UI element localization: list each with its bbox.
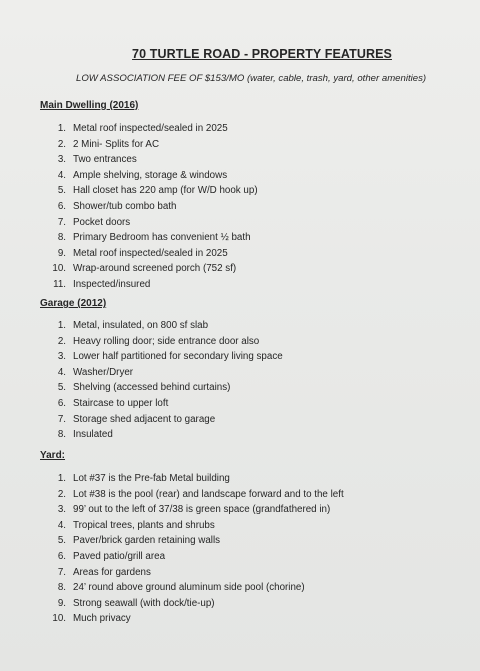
list-item-text: Paved patio/grill area [73,550,166,562]
list-item-text: Shower/tub combo bath [73,200,177,212]
list-item-text: 99’ out to the left of 37/38 is green space (grandfathered in) [73,504,331,516]
list-item-text: 24’ round above ground aluminum side pool (chorine) [73,582,305,594]
list-item-text: Areas for gardens [73,566,151,578]
list-item-number: 10. [52,263,66,275]
list-item-number: 9. [57,597,66,609]
list-item-number: 4. [57,519,66,531]
list-item-number: 4. [57,169,66,181]
list-item-number: 2. [57,488,66,500]
list-item-text: Staircase to upper loft [73,397,169,409]
list-item-text: Heavy rolling door; side entrance door also [73,335,260,347]
list-item-text: Lot #37 is the Pre-fab Metal building [73,473,230,484]
list-item-text: Pocket doors [73,216,131,228]
list-item-text: Lower half partitioned for secondary living space [73,351,283,363]
list-item-text: Metal, insulated, on 800 sf slab [73,320,209,331]
list-item-number: 2. [57,335,66,347]
list-item-text: Metal roof inspected/sealed in 2025 [73,123,228,134]
list-item-text: Two entrances [73,154,137,166]
list-item-number: 5. [57,185,66,197]
list-item-text: Ample shelving, storage & windows [73,169,228,181]
list-item-text: 2 Mini- Splits for AC [73,138,160,150]
section-heading-garage: Garage (2012) [40,298,107,309]
list-item-text: Hall closet has 220 amp (for W/D hook up) [73,185,258,197]
list-item-number: 4. [57,366,66,378]
list-item-text: Paver/brick garden retaining walls [73,535,221,547]
list-item-text: Metal roof inspected/sealed in 2025 [73,247,228,259]
list-item-number: 1. [57,123,66,134]
list-item-number: 8. [57,232,66,244]
list-item-text: Strong seawall (with dock/tie-up) [73,597,215,609]
list-item-number: 5. [57,382,66,394]
list-item-text: Primary Bedroom has convenient ½ bath [73,232,251,244]
list-item-number: 10. [52,613,66,625]
list-item-text: Washer/Dryer [73,366,134,378]
list-item-number: 3. [57,504,66,516]
list-item-number: 8. [57,582,66,594]
list-item-text: Inspected/insured [73,278,151,290]
list-item-number: 7. [57,216,66,228]
list-item-text: Tropical trees, plants and shrubs [73,519,215,531]
list-item-text: Wrap-around screened porch (752 sf) [73,263,237,275]
list-item-number: 1. [57,473,66,484]
list-item-number: 8. [57,429,66,441]
list-item-text: Much privacy [73,613,131,625]
list-item-number: 9. [57,247,66,259]
section-heading-main-dwelling: Main Dwelling (2016) [40,100,139,111]
list-item-text: Shelving (accessed behind curtains) [73,382,231,394]
list-item-number: 6. [57,200,66,212]
list-item-number: 2. [57,138,66,150]
list-item-number: 7. [57,566,66,578]
list-item-number: 6. [57,550,66,562]
page-subtitle: LOW ASSOCIATION FEE OF $153/MO (water, cable, trash, yard, other amenities) [76,73,427,84]
list-item-number: 3. [57,154,66,166]
section-heading-yard: Yard: [40,450,66,461]
list-item-number: 6. [57,397,66,409]
page-title: 70 TURTLE ROAD - PROPERTY FEATURES [132,47,392,61]
list-item-text: Insulated [73,429,113,441]
list-item-number: 1. [57,320,66,331]
list-item-number: 3. [57,351,66,363]
list-item-text: Storage shed adjacent to garage [73,413,216,425]
list-item-number: 5. [57,535,66,547]
list-item-number: 11. [53,278,66,290]
list-item-text: Lot #38 is the pool (rear) and landscape forward and to the left [73,488,344,500]
list-item-number: 7. [57,413,66,425]
